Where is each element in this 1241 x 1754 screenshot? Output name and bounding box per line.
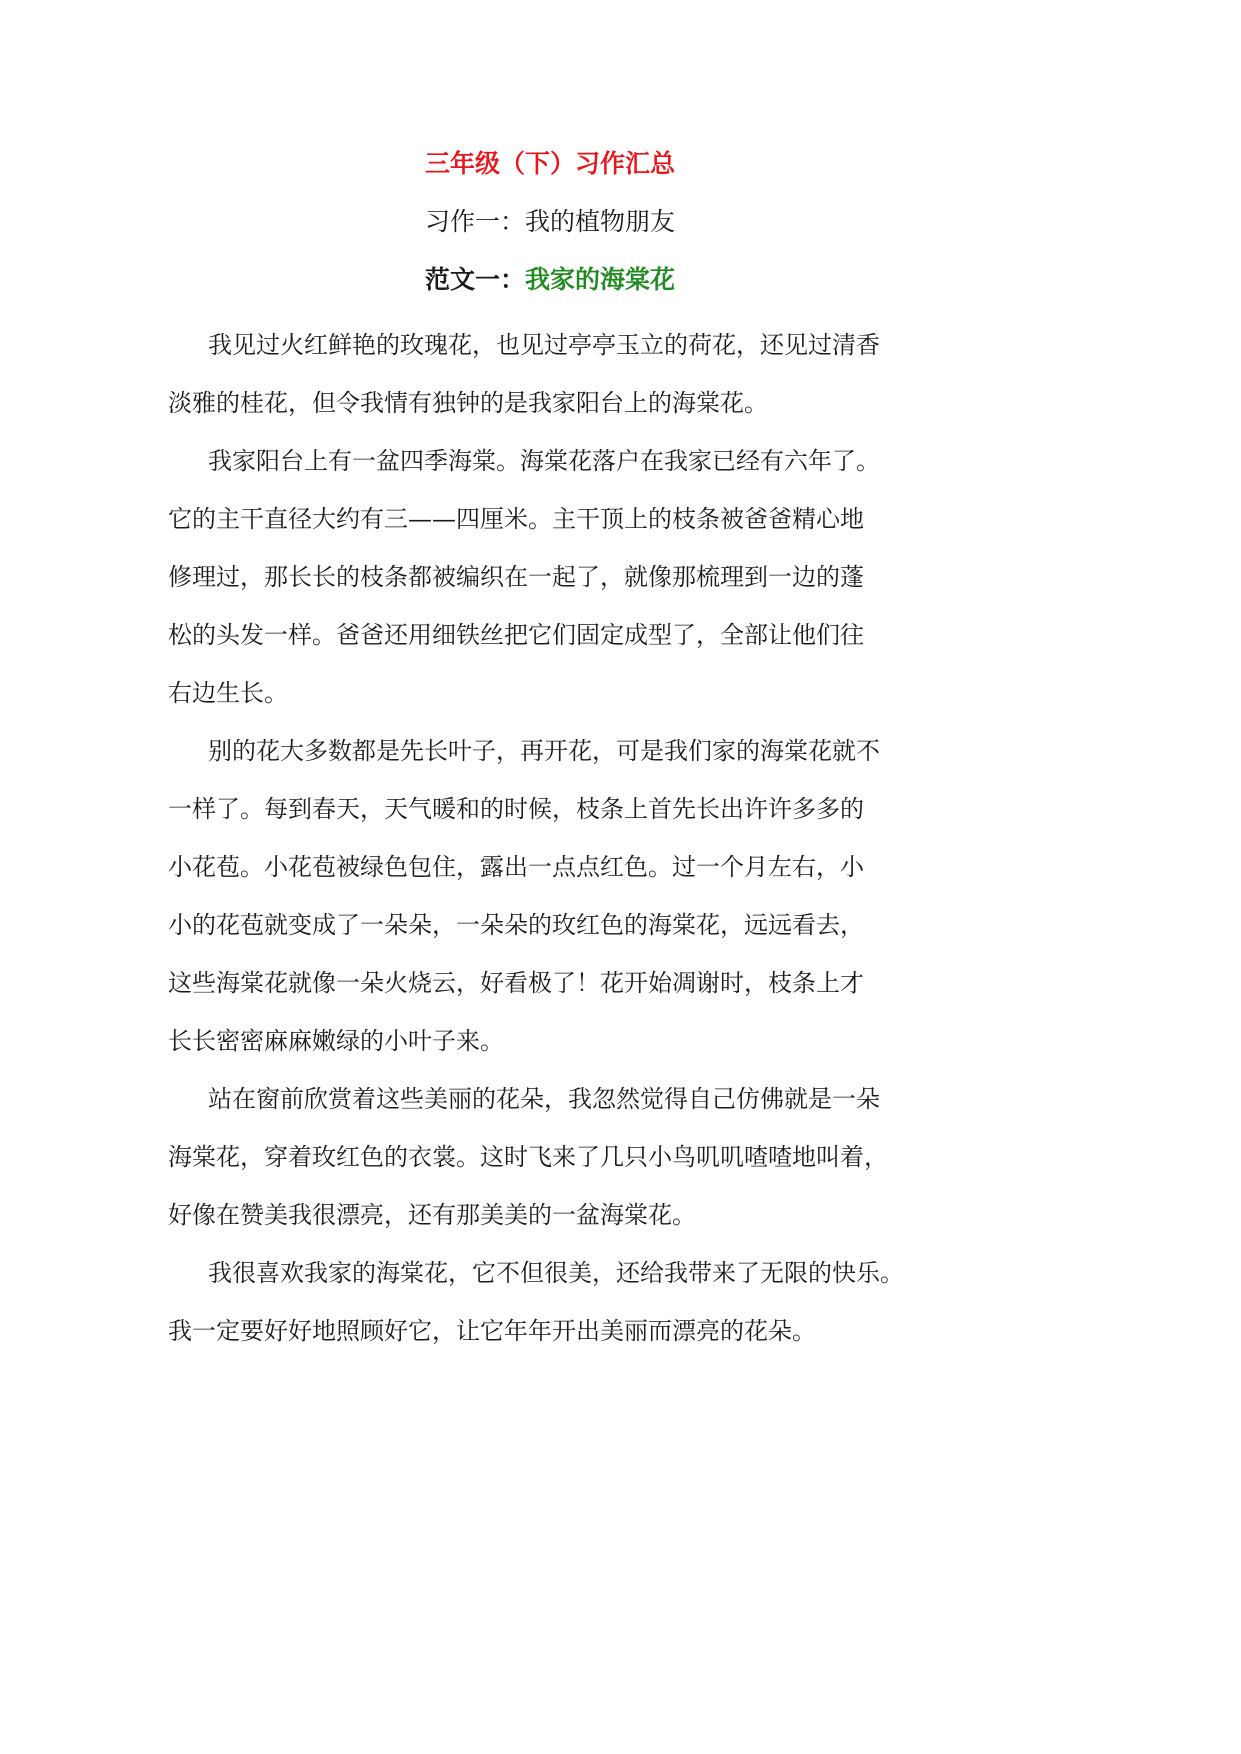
paragraph [168,432,958,722]
text-line: 海棠花，穿着玫红色的衣裳。这时飞来了几只小鸟叽叽喳喳地叫着， [168,1143,888,1171]
essay-body [168,316,958,1360]
text-line: 淡雅的桂花，但令我情有独钟的是我家阳台上的海棠花。 [168,389,768,417]
text-line: 我家阳台上有一盆四季海棠。海棠花落户在我家已经有六年了。 [208,447,880,475]
essay-title [0,258,1100,302]
text-line: 小花苞。小花苞被绿色包住，露出一点点红色。过一个月左右，小 [168,853,864,881]
text-line: 我一定要好好地照顾好它，让它年年开出美丽而漂亮的花朵。 [168,1317,816,1345]
section-title: 习作一：我的植物朋友 [424,207,675,236]
essay-title-name: 我家的海棠花 [525,265,676,294]
paragraph [168,316,958,432]
paragraph [168,1070,958,1244]
text-line: 站在窗前欣赏着这些美丽的花朵，我忽然觉得自己仿佛就是一朵 [208,1085,880,1113]
text-line: 右边生长。 [168,679,288,707]
text-line: 我很喜欢我家的海棠花，它不但很美，还给我带来了无限的快乐。 [208,1259,904,1287]
text-line: 一样了。每到春天，天气暖和的时候，枝条上首先长出许许多多的 [168,795,864,823]
paragraph [168,722,958,1070]
paragraph [168,1244,958,1360]
text-line: 它的主干直径大约有三——四厘米。主干顶上的枝条被爸爸精心地 [168,505,864,533]
text-line: 修理过，那长长的枝条都被编织在一起了，就像那梳理到一边的蓬 [168,563,864,591]
document-title: 三年级（下）习作汇总 [424,149,675,178]
text-line: 这些海棠花就像一朵火烧云，好看极了！花开始凋谢时，枝条上才 [168,969,864,997]
text-line: 长长密密麻麻嫩绿的小叶子来。 [168,1027,504,1055]
text-line: 我见过火红鲜艳的玫瑰花，也见过亭亭玉立的荷花，还见过清香 [208,331,880,359]
text-line: 别的花大多数都是先长叶子，再开花，可是我们家的海棠花就不 [208,737,880,765]
text-line: 松的头发一样。爸爸还用细铁丝把它们固定成型了，全部让他们往 [168,621,864,649]
text-line: 好像在赞美我很漂亮，还有那美美的一盆海棠花。 [168,1201,696,1229]
text-line: 小的花苞就变成了一朵朵，一朵朵的玫红色的海棠花，远远看去， [168,911,864,939]
essay-title-prefix: 范文一： [424,265,525,294]
